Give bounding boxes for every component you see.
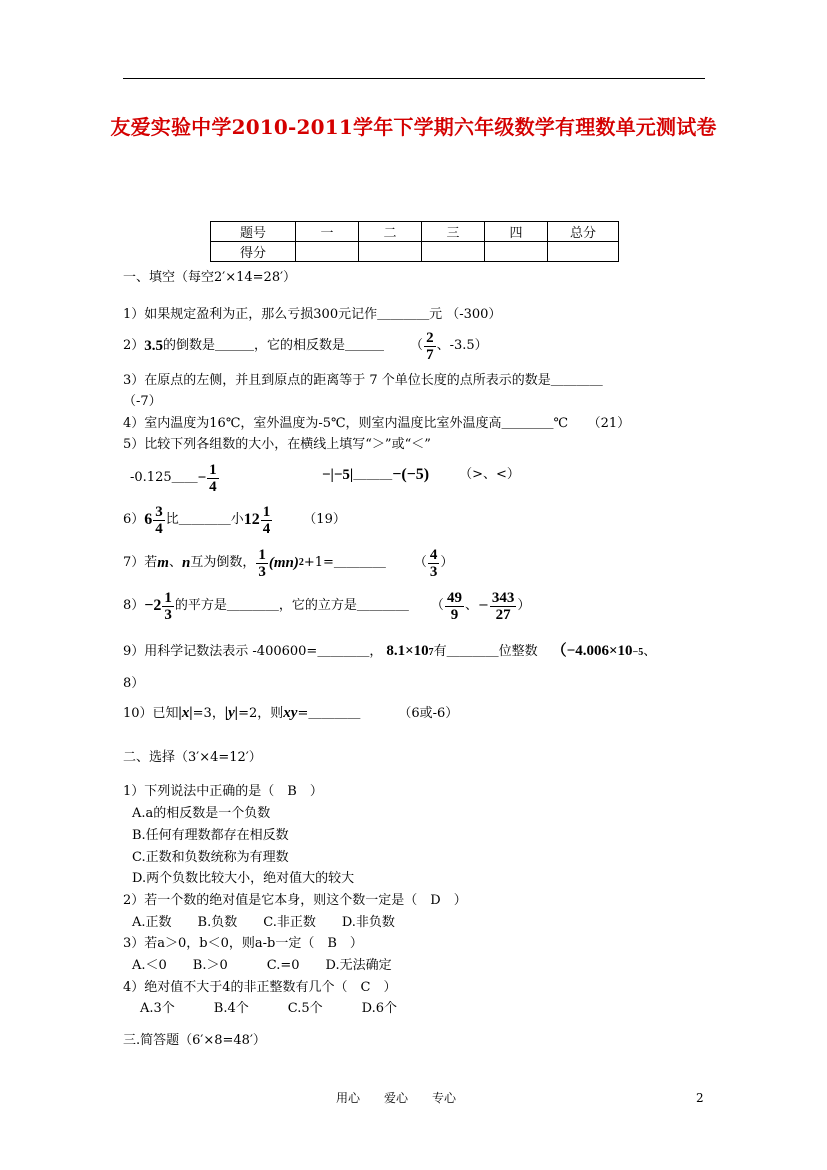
score-header-cell: 三 [422, 222, 485, 242]
fraction-denominator: 4 [155, 520, 163, 537]
score-table [210, 221, 619, 262]
q2-answer-tail: 、-3.5） [436, 338, 488, 353]
choice-question-1: 1）下列说法中正确的是（ B ） [123, 784, 323, 799]
score-header-cell: 一 [296, 222, 359, 242]
q10-text-1: =3， [192, 706, 225, 721]
fraction-numerator: 1 [164, 589, 172, 606]
q8-answer-sep: 、− [464, 598, 489, 613]
header-rule [123, 78, 705, 79]
fraction-numerator: 3 [155, 503, 163, 520]
fraction-denominator: 4 [209, 478, 217, 495]
q10-abs-y: |y| [224, 705, 239, 721]
q9-answer: （−4.006×10 [551, 643, 633, 659]
choice-option: B.任何有理数都存在相反数 [132, 828, 289, 843]
score-header-cell: 总分 [548, 222, 619, 242]
choice-options: A.＜0 B.＞0 C.=0 D.无法确定 [132, 958, 392, 973]
score-cell [359, 242, 422, 262]
q2-answer-fraction [424, 330, 436, 363]
fraction-denominator: 27 [495, 606, 511, 623]
q7-exponent: 2 [298, 557, 304, 568]
fraction-numerator: 4 [429, 546, 438, 563]
q5b-answer: （>、<） [459, 467, 520, 482]
q7-text-1: 互为倒数， [190, 555, 256, 570]
q10-answer: （6或-6） [398, 706, 459, 721]
q9-text-2: 有＿＿＿＿位整数 [433, 644, 538, 659]
question-5a [130, 458, 220, 498]
q9-answer-tail: 、 [643, 644, 657, 659]
q8-answer-fraction-2 [490, 590, 517, 623]
fraction-denominator: 9 [450, 606, 459, 623]
choice-options: A.3个 B.4个 C.5个 D.6个 [140, 1001, 397, 1016]
document-title: 友爱实验中学2010-2011学年下学期六年级数学有理数单元测试卷 [110, 115, 717, 139]
q8-text: 的平方是＿＿＿＿，它的立方是＿＿＿＿ [174, 598, 409, 613]
q5b-blank: ＿＿＿ [353, 467, 393, 482]
q6-mixed-number-1 [144, 504, 166, 537]
q7-fraction [256, 547, 268, 580]
question-2 [123, 326, 488, 366]
q9-exponent: 7 [428, 647, 434, 658]
q6-text: 比＿＿＿＿小 [165, 512, 244, 527]
score-table-score-row [211, 242, 619, 262]
q7-prefix: 7）若 [123, 555, 158, 570]
score-cell [422, 242, 485, 262]
question-8 [123, 586, 530, 626]
section2-heading: 二、选择（3′×4=12′） [123, 750, 262, 765]
q5b-expression-2: −(−5) [392, 466, 430, 483]
q8-answer-fraction-1 [445, 590, 464, 623]
q10-xy: xy [283, 705, 298, 721]
fraction-numerator: 1 [262, 503, 271, 520]
score-header-cell: 题号 [211, 222, 296, 242]
choice-question-4: 4）绝对值不大于4的非正整数有几个（ C ） [123, 980, 397, 995]
question-6 [123, 500, 346, 540]
fraction-numerator: 1 [209, 461, 217, 478]
fraction-denominator: 4 [262, 520, 271, 537]
section3-heading: 三.简答题（6′×8=48′） [123, 1033, 266, 1048]
q6-mixed-number-2 [244, 504, 274, 537]
score-row-label: 得分 [211, 242, 296, 262]
fraction-denominator: 3 [164, 606, 172, 623]
q10-prefix: 10）已知 [123, 706, 179, 721]
fraction [153, 504, 165, 537]
fraction [162, 590, 174, 623]
q7-sep: 、 [168, 555, 182, 570]
q10-text-2: =2，则 [238, 706, 284, 721]
fraction [261, 504, 273, 537]
q2-number: 3.5 [144, 338, 164, 354]
fraction-denominator: 3 [429, 563, 438, 580]
question-10 [123, 705, 458, 722]
score-cell [548, 242, 619, 262]
q5a-left: -0.125＿＿ [130, 470, 198, 485]
question-9-answer: 8） [123, 676, 145, 691]
score-cell [296, 242, 359, 262]
fraction-denominator: 3 [258, 563, 266, 580]
question-7 [123, 543, 453, 583]
choice-option: C.正数和负数统称为有理数 [132, 850, 289, 865]
choice-option: A.a的相反数是一个负数 [132, 806, 271, 821]
score-cell [485, 242, 548, 262]
score-header-cell: 二 [359, 222, 422, 242]
q10-abs-x: |x| [178, 705, 193, 721]
q7-answer-close: ） [440, 555, 454, 570]
score-table-header-row [211, 222, 619, 242]
q9-text-1: 9）用科学记数法表示 -400600=＿＿＿＿， [123, 644, 383, 659]
q6-prefix: 6） [123, 512, 145, 527]
footer-motto: 用心 爱心 专心 [336, 1091, 457, 1105]
whole-part: −2 [144, 597, 162, 614]
choice-option: D.两个负数比较大小，绝对值大的较大 [132, 871, 355, 886]
fraction-numerator: 1 [258, 546, 266, 563]
q2-answer-open: （ [410, 338, 424, 353]
q7-answer-open: （ [413, 555, 427, 570]
q5a-fraction [207, 462, 219, 495]
q2-prefix: 2） [123, 338, 145, 353]
whole-part: 12 [243, 511, 260, 528]
q7-answer-fraction [428, 547, 440, 580]
question-9 [123, 643, 656, 661]
question-1: 1）如果规定盈利为正，那么亏损300元记作＿＿＿＿元 （-300） [123, 307, 502, 322]
q9-number: 8.1×10 [386, 643, 429, 659]
q6-answer: （19） [303, 512, 346, 527]
q10-text-3: =＿＿＿＿ [297, 706, 361, 721]
q8-prefix: 8） [123, 598, 145, 613]
q5b-expression-1: −|−5| [322, 467, 354, 483]
fraction-numerator: 2 [426, 329, 434, 346]
choice-question-3: 3）若a＞0，b＜0，则a-b一定（ B ） [123, 936, 363, 951]
question-3-answer: （-7） [123, 394, 162, 409]
fraction-denominator: 7 [426, 346, 434, 363]
section1-heading: 一、填空（每空2′×14=28′） [123, 270, 297, 285]
q7-expression: (mn) [268, 555, 299, 571]
q7-text-2: +1=＿＿＿＿ [303, 555, 386, 570]
q2-text: 的倒数是＿＿＿，它的相反数是＿＿＿ [163, 338, 385, 353]
question-5: 5）比较下列各组数的大小，在横线上填写“＞”或“＜” [123, 437, 431, 452]
page-number: 2 [696, 1091, 704, 1105]
question-3: 3）在原点的左侧，并且到原点的距离等于 7 个单位长度的点所表示的数是＿＿＿＿ [123, 373, 603, 388]
q7-n: n [181, 555, 191, 571]
fraction-numerator: 49 [446, 589, 462, 606]
score-header-cell: 四 [485, 222, 548, 242]
q8-mixed-number [144, 590, 175, 623]
q8-answer-open: （ [430, 598, 444, 613]
q9-answer-exponent: −5 [632, 647, 644, 658]
question-5b [322, 467, 520, 483]
whole-part: 6 [144, 511, 153, 528]
choice-options: A.正数 B.负数 C.非正数 D.非负数 [132, 915, 395, 930]
choice-question-2: 2）若一个数的绝对值是它本身，则这个数一定是（ D ） [123, 893, 467, 908]
question-4: 4）室内温度为16℃，室外温度为-5℃，则室内温度比室外温度高＿＿＿＿℃ （21） [123, 416, 631, 431]
q8-answer-close: ） [517, 598, 531, 613]
fraction-numerator: 343 [491, 589, 515, 606]
q7-m: m [157, 555, 169, 571]
q5a-minus: − [197, 470, 207, 486]
